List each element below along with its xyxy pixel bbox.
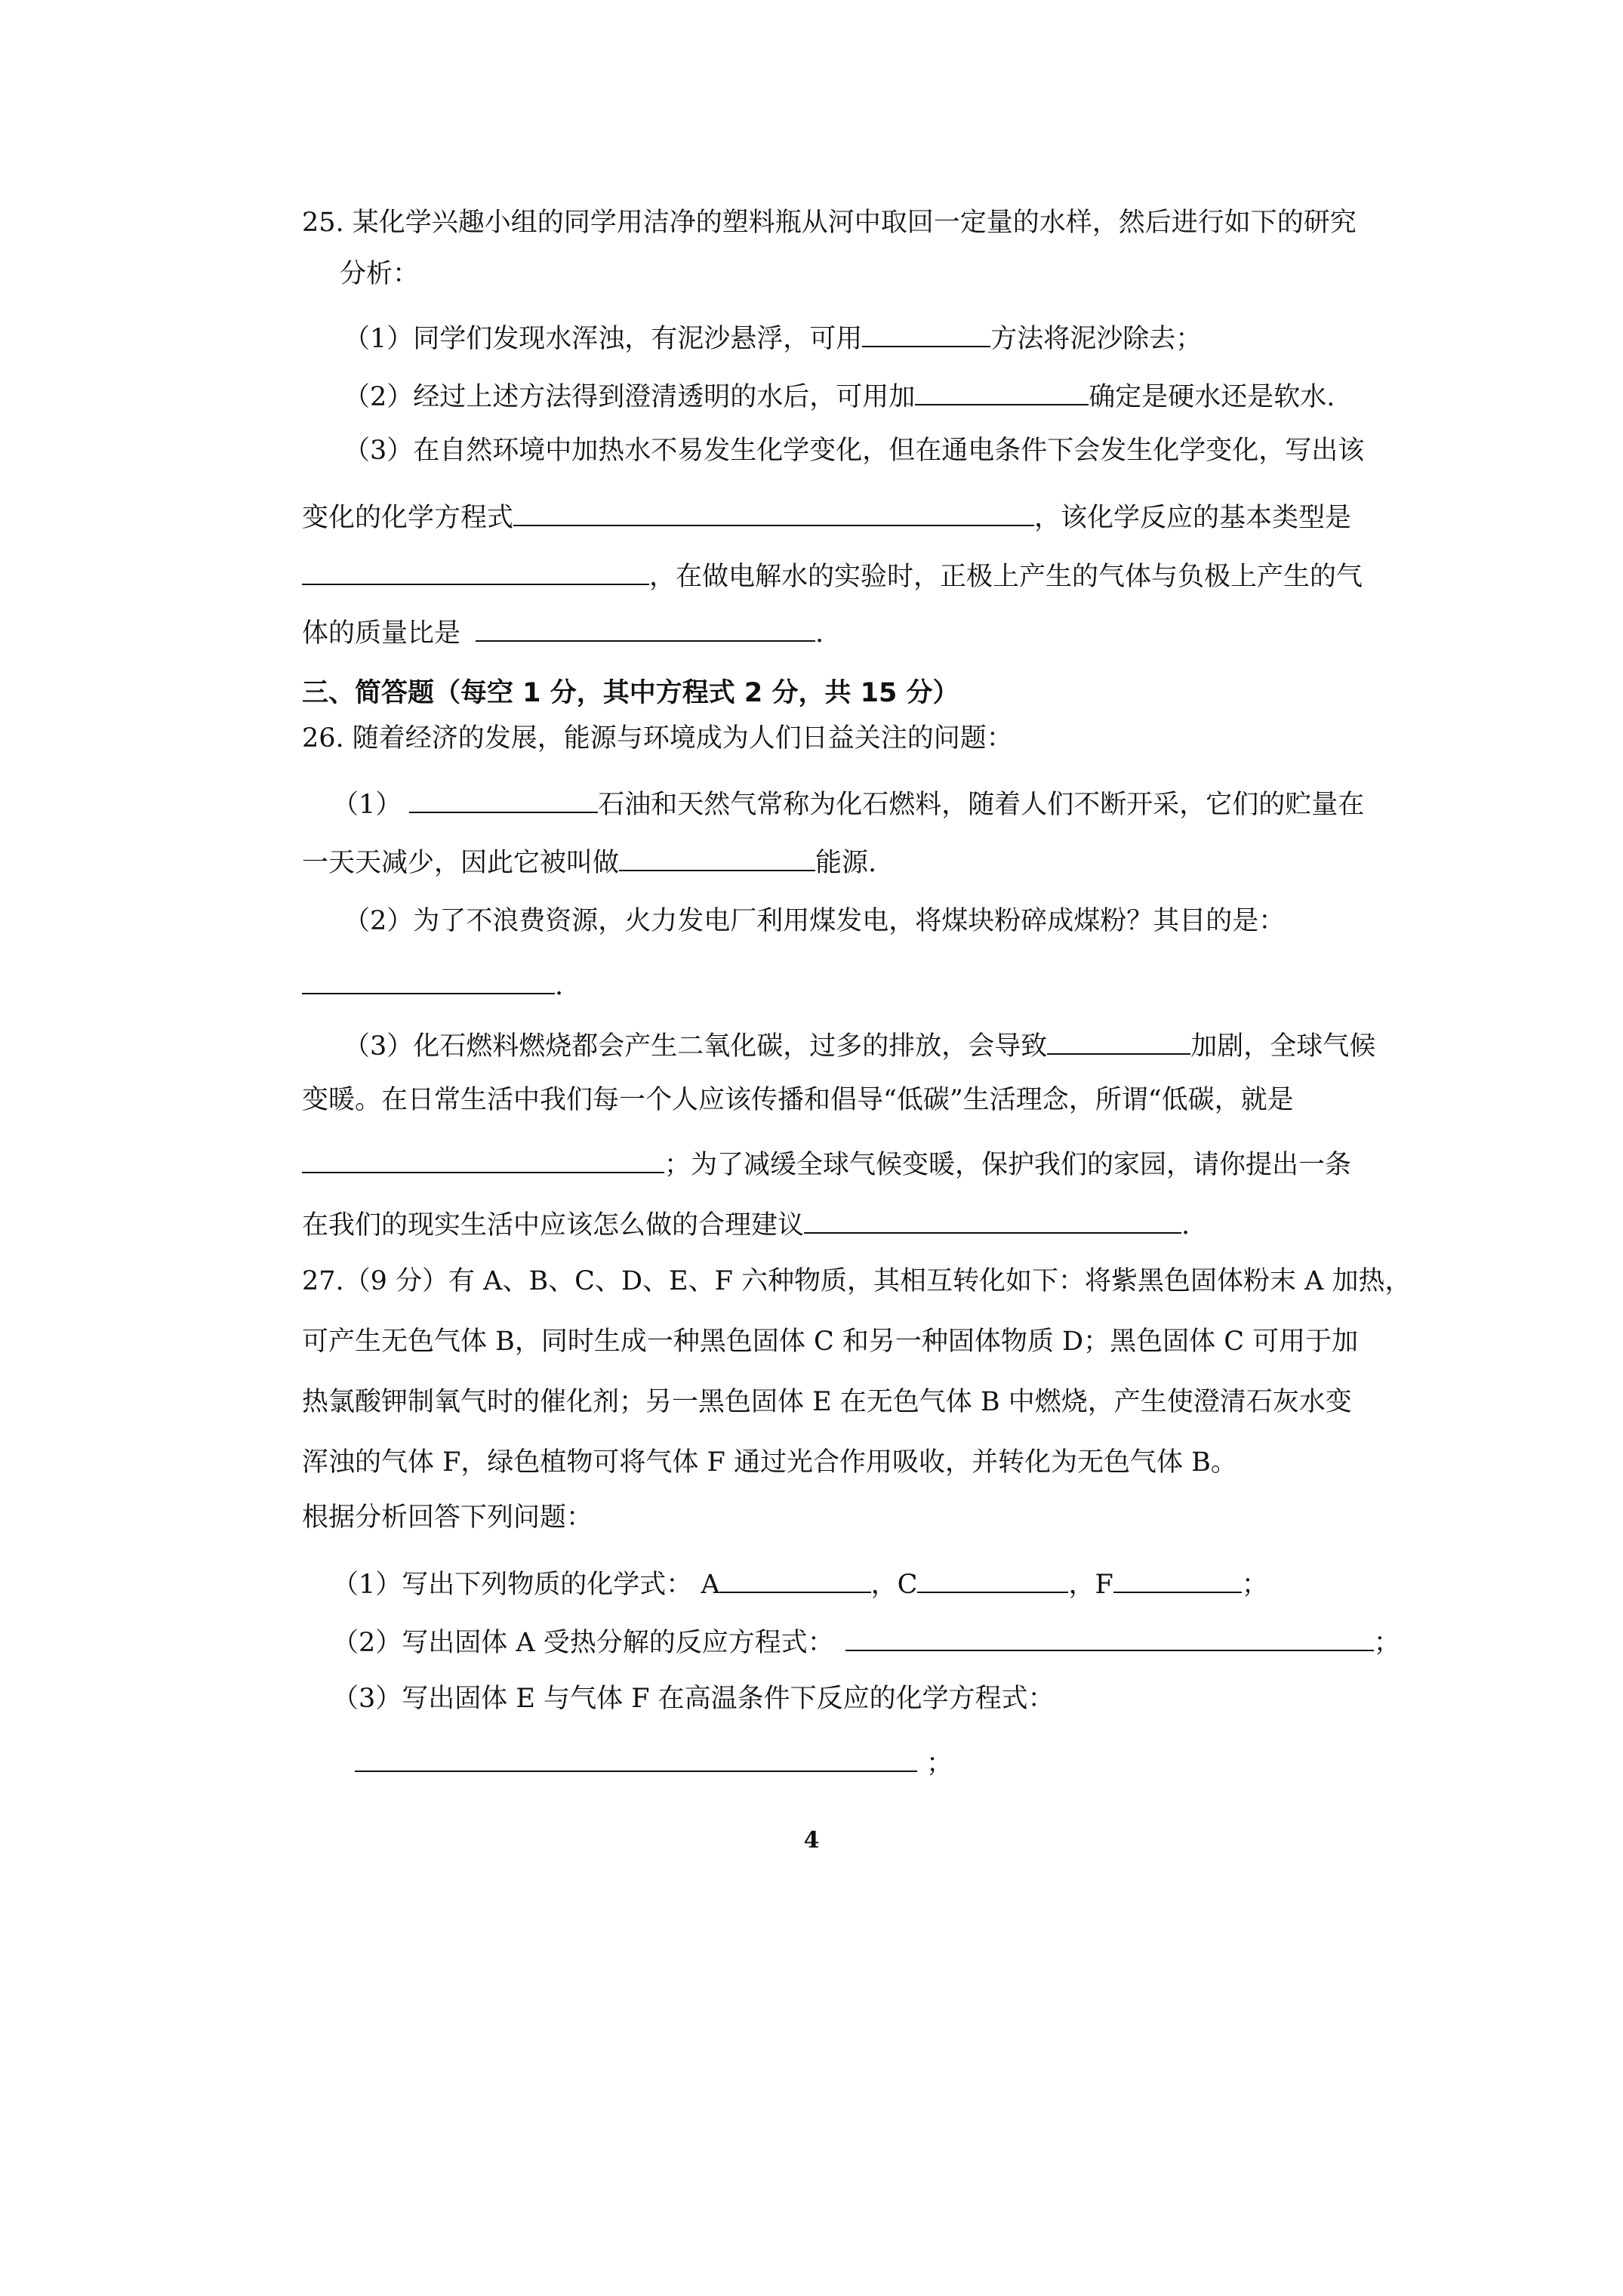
q26-part2-answer: [302, 963, 563, 1005]
q25-part3-line2-text-b: ，该化学反应的基本类型是: [1034, 503, 1352, 533]
q27-part1: [332, 1561, 1268, 1604]
q26-part3-line4: [302, 1202, 1190, 1244]
q25-line2: 分析：: [340, 259, 420, 289]
q26-part2: （2）为了不浪费资源，火力发电厂利用煤发电，将煤块粉碎成煤粉？其目的是：: [343, 906, 1286, 936]
q27-part2-text-a: （2）写出固体 A 受热分解的反应方程式：: [332, 1628, 834, 1658]
q26-part3-line3: [302, 1142, 1351, 1184]
q27-formula-f-blank[interactable]: [1113, 1561, 1242, 1593]
q27-line4: 浑浊的气体 F，绿色植物可将气体 F 通过光合作用吸收，并转化为无色气体 B。: [302, 1447, 1237, 1478]
q25-part3-line3: [302, 553, 1363, 596]
q26-part1-blank[interactable]: [409, 781, 598, 813]
q26-part3-line3-text: ；为了减缓全球气候变暖，保护我们的家园，请你提出一条: [664, 1150, 1352, 1180]
q27-line3: 热氯酸钾制氧气时的催化剂；另一黑色固体 E 在无色气体 B 中燃烧，产生使澄清石灰水变: [302, 1387, 1352, 1417]
q25-line1: 25. 某化学兴趣小组的同学用洁净的塑料瓶从河中取回一定量的水样，然后进行如下的研究: [302, 208, 1357, 238]
q26-part3-line4-text-b: .: [1181, 1210, 1190, 1240]
q27-decomposition-equation-blank[interactable]: [845, 1620, 1374, 1651]
q25-part3-line4: [302, 610, 824, 652]
q26-part3-line4-text-a: 在我们的现实生活中应该怎么做的合理建议: [302, 1210, 805, 1240]
q25-part3-line2: [302, 495, 1351, 537]
q25-part1-blank[interactable]: [862, 316, 990, 347]
q27-line2: 可产生无色气体 B，同时生成一种黑色固体 C 和另一种固体物质 D；黑色固体 C 可用于加: [302, 1327, 1359, 1357]
section3-title: 三、简答题（每空 1 分，其中方程式 2 分，共 15 分）: [302, 678, 959, 708]
q27-part3-end: ；: [926, 1749, 953, 1779]
q26-part1-line1: [332, 781, 1364, 824]
q26-part1-line2: [302, 840, 876, 882]
q26-energy-type-blank[interactable]: [619, 840, 815, 871]
q25-part1-text-a: （1）同学们发现水浑浊，有泥沙悬浮，可用: [343, 324, 863, 354]
q27-part3-answer: [355, 1740, 953, 1783]
q27-line1: 27.（9 分）有 A、B、C、D、E、F 六种物质，其相互转化如下：将紫黑色固体粉末 A 加热，: [302, 1266, 1412, 1296]
q27-formula-a-blank[interactable]: [720, 1561, 871, 1593]
q26-part3-line1: [343, 1023, 1375, 1065]
q26-purpose-blank[interactable]: [302, 963, 555, 994]
q26-part3-line1-text-b: 加剧，全球气候: [1190, 1031, 1376, 1062]
q25-reaction-type-blank[interactable]: [302, 553, 649, 585]
q27-part1-text-d: ；: [1241, 1570, 1268, 1600]
q26-part1-text-a: （1）: [332, 790, 402, 820]
q25-part2-text-a: （2）经过上述方法得到澄清透明的水后，可用加: [343, 382, 916, 412]
page-number: 4: [803, 1827, 820, 1854]
q26-suggestion-blank[interactable]: [804, 1202, 1181, 1234]
q26-part1-line2-text-a: 一天天减少，因此它被叫做: [302, 848, 620, 878]
q25-part2-blank[interactable]: [915, 374, 1089, 405]
q27-part2-text-b: ；: [1373, 1628, 1400, 1658]
q27-high-temp-equation-blank[interactable]: [355, 1740, 917, 1772]
q25-mass-ratio-blank[interactable]: [476, 610, 815, 642]
q26-part3-line2: 变暖。在日常生活中我们每一个人应该传播和倡导“低碳”生活理念，所谓“低碳，就是: [302, 1085, 1294, 1115]
q25-part3-line1: （3）在自然环境中加热水不易发生化学变化，但在通电条件下会发生化学变化，写出该: [343, 436, 1365, 466]
q25-part3-line4-text-a: 体的质量比是: [302, 618, 461, 649]
q25-part2: [343, 374, 1335, 416]
q25-part3-line4-text-b: .: [815, 618, 824, 649]
q25-part2-text-b: 确定是硬水还是软水.: [1089, 382, 1335, 412]
q26-effect-blank[interactable]: [1047, 1023, 1190, 1055]
q26-part1-line2-text-b: 能源.: [815, 848, 877, 878]
q25-part1-text-b: 方法将泥沙除去；: [990, 324, 1203, 354]
q27-part1-text-b: ，C: [870, 1570, 918, 1600]
q26-part2-end: .: [555, 971, 564, 1001]
q27-part1-text-a: （1）写出下列物质的化学式： A: [332, 1570, 720, 1600]
q27-line5: 根据分析回答下列问题：: [302, 1502, 593, 1533]
q27-part2: [332, 1620, 1400, 1662]
q25-equation-blank[interactable]: [513, 495, 1034, 526]
q26-intro: 26. 随着经济的发展，能源与环境成为人们日益关注的问题：: [302, 723, 1013, 754]
q27-part3: （3）写出固体 E 与气体 F 在高温条件下反应的化学方程式：: [332, 1684, 1055, 1714]
q25-part1: [343, 316, 1202, 358]
q26-part1-text-b: 石油和天然气常称为化石燃料，随着人们不断开采，它们的贮量在: [598, 790, 1365, 820]
q26-low-carbon-blank[interactable]: [302, 1142, 664, 1173]
q27-part1-text-c: ，F: [1068, 1570, 1113, 1600]
q27-formula-c-blank[interactable]: [917, 1561, 1068, 1593]
q26-part3-line1-text-a: （3）化石燃料燃烧都会产生二氧化碳，过多的排放，会导致: [343, 1031, 1048, 1062]
q25-part3-line2-text-a: 变化的化学方程式: [302, 503, 514, 533]
q25-part3-line3-text: ，在做电解水的实验时，正极上产生的气体与负极上产生的气: [649, 562, 1363, 592]
